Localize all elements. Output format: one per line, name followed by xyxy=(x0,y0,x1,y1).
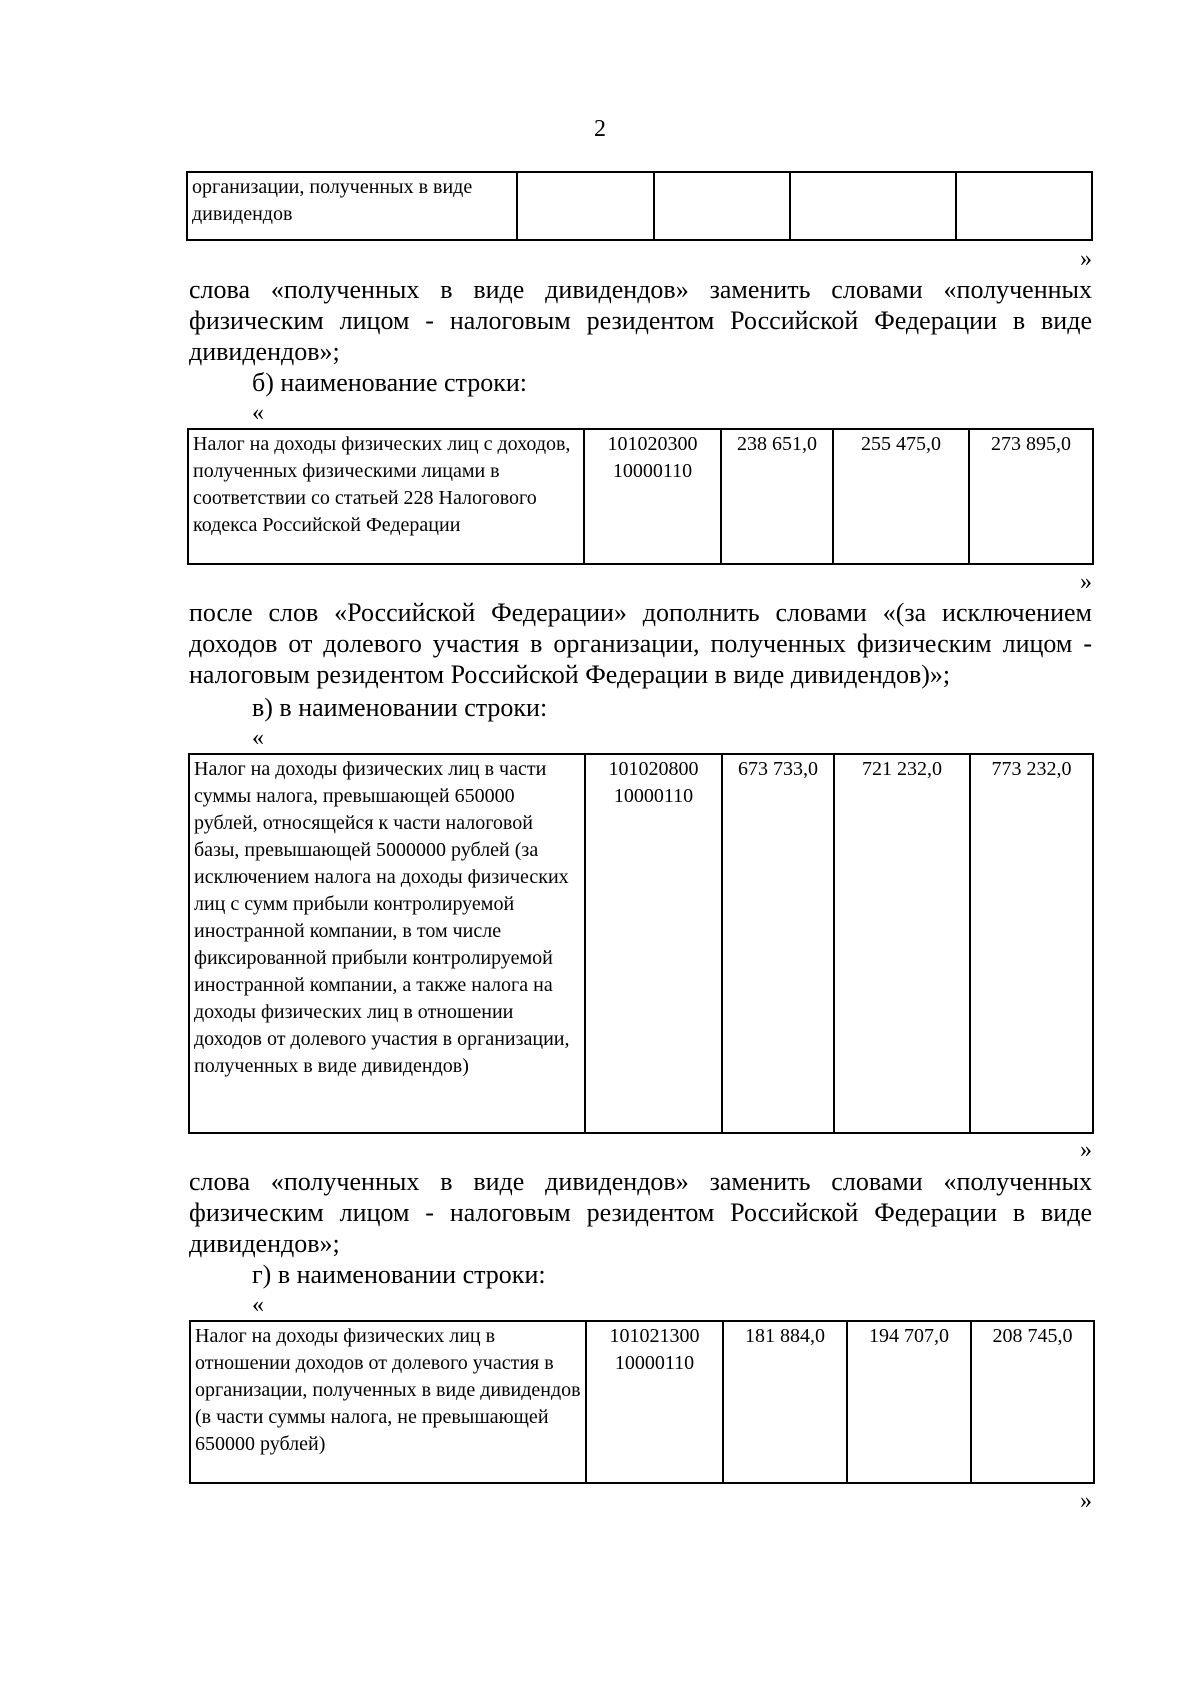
closing-quote-b: » xyxy=(1080,569,1092,595)
row-value-2-cell: 194 707,0 xyxy=(847,1321,971,1483)
row-value-1-cell: 673 733,0 xyxy=(722,754,834,1133)
row-value-2-cell xyxy=(790,172,956,240)
table-row xyxy=(187,172,1092,240)
table-continuation xyxy=(186,171,1093,241)
subitem-c-heading: в) в наименовании строки: xyxy=(252,693,548,722)
row-value-1-cell: 181 884,0 xyxy=(723,1321,847,1483)
row-code-cell xyxy=(517,172,654,240)
row-value-1-cell xyxy=(654,172,790,240)
paragraph-b: после слов «Российской Федерации» дополнить словами «(за исключением доходов от долевого участия в организации, полученных физическим лицом - налоговым резидентом Российской Федерации в виде дивидендов)»; xyxy=(189,598,1092,689)
budget-code-part-2: 10000110 xyxy=(613,785,694,807)
row-code-cell xyxy=(585,754,722,1133)
row-value-2-cell: 721 232,0 xyxy=(834,754,970,1133)
table-row-d xyxy=(189,1320,1095,1484)
row-code-cell xyxy=(584,429,721,564)
row-value-3-cell: 208 745,0 xyxy=(971,1321,1094,1483)
table-row xyxy=(188,429,1093,564)
row-name-cell: Налог на доходы физических лиц с доходов, полученных физическими лицами в соответствии со статьей 228 Налогового кодекса Российской Федерации xyxy=(188,429,584,564)
table-row xyxy=(190,1321,1094,1483)
row-value-2-cell: 255 475,0 xyxy=(833,429,969,564)
row-value-3-cell: 773 232,0 xyxy=(970,754,1093,1133)
budget-code-part-1: 101020300 xyxy=(607,433,698,455)
row-code-cell xyxy=(586,1321,723,1483)
closing-quote-a: » xyxy=(1080,246,1092,272)
budget-code-part-1: 101021300 xyxy=(609,1325,700,1347)
row-value-3-cell xyxy=(956,172,1092,240)
row-value-1-cell: 238 651,0 xyxy=(721,429,833,564)
paragraph-a: слова «полученных в виде дивидендов» заменить словами «полученных физическим лицом - налоговым резидентом Российской Федерации в виде дивидендов»; xyxy=(189,275,1092,366)
budget-code-part-2: 10000110 xyxy=(612,460,693,482)
paragraph-c: слова «полученных в виде дивидендов» заменить словами «полученных физическим лицом - налоговым резидентом Российской Федерации в виде дивидендов»; xyxy=(189,1167,1092,1258)
opening-quote-d: « xyxy=(252,1292,264,1318)
table-row-b xyxy=(187,428,1094,565)
budget-code-part-1: 101020800 xyxy=(608,758,699,780)
table-row-c xyxy=(188,753,1094,1134)
row-name-cell: Налог на доходы физических лиц в части суммы налога, превышающей 650000 рублей, относящейся к части налоговой базы, превышающей 5000000 рублей (за исключением налога на доходы физических лиц с сумм прибыли контролируемой иностранной компании, в том числе фиксированной прибыли контролируемой иностранной компании, а также налога на доходы физических лиц в отношении доходов от долевого участия в организации, полученных в виде дивидендов) xyxy=(189,754,585,1133)
closing-quote-c: » xyxy=(1080,1137,1092,1163)
subitem-b-heading: б) наименование строки: xyxy=(252,368,527,397)
page-number: 2 xyxy=(594,116,606,142)
row-name-cell: организации, полученных в виде дивидендов xyxy=(187,172,517,240)
opening-quote-b: « xyxy=(252,400,264,426)
table-row xyxy=(189,754,1093,1133)
budget-code-part-2: 10000110 xyxy=(614,1352,695,1374)
row-name-cell: Налог на доходы физических лиц в отношении доходов от долевого участия в организации, полученных в виде дивидендов (в части суммы налога, не превышающей 650000 рублей) xyxy=(190,1321,586,1483)
closing-quote-d: » xyxy=(1080,1488,1092,1514)
subitem-d-heading: г) в наименовании строки: xyxy=(252,1260,546,1289)
row-value-3-cell: 273 895,0 xyxy=(969,429,1093,564)
opening-quote-c: « xyxy=(252,725,264,751)
